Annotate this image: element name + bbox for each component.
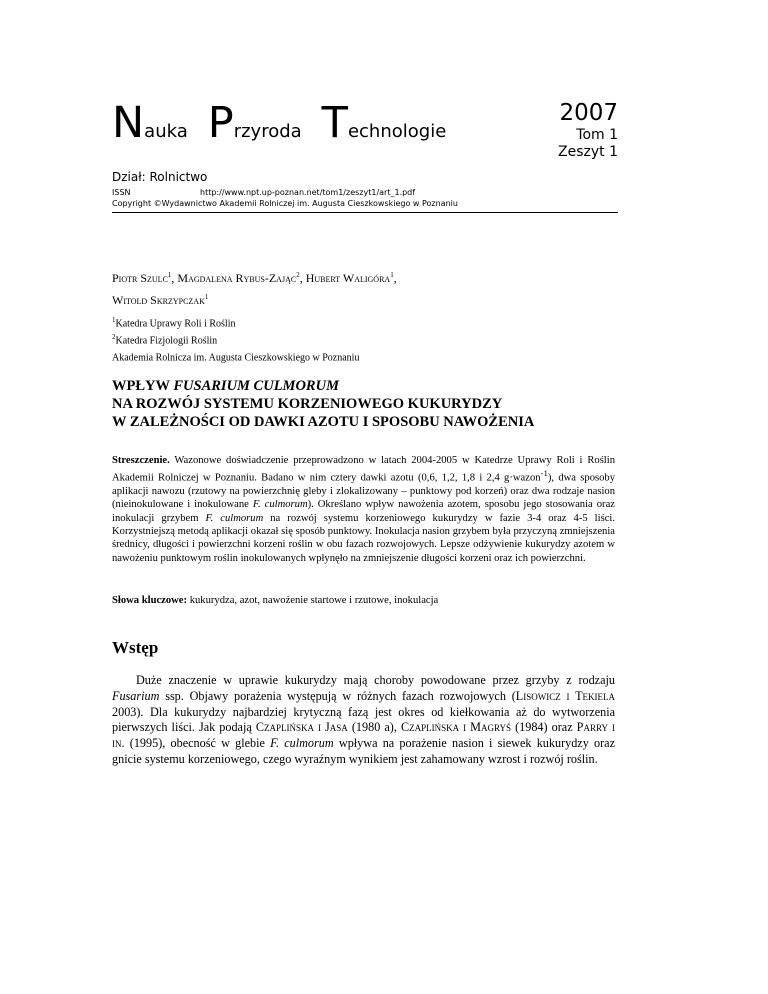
affiliation: Akademia Rolnicza im. Augusta Cieszkowskiego w Poznaniu [112, 351, 360, 363]
affiliation: $^2$Katedra Fizjologii Roślin [112, 332, 218, 347]
issue-info [558, 100, 618, 161]
issn: ISSN [112, 188, 131, 197]
section-label: Dział: Rolnictwo [112, 170, 208, 184]
author: Witold Skrzypczak$^1$ [112, 293, 209, 307]
author: Hubert Waligóra$^1$, [305, 271, 397, 285]
intro-paragraph: Duże znaczenie w uprawie kukurydzy mają choroby powodowane przez grzyby z rodzaju Fusarium ssp. Objawy porażenia występują w różnych fazach rozwojowych (Lisowicz i Tekiela 2003). Dla kukurydzy najbardziej krytyczną fazą jest okres od kiełkowania aż do wytworzenia pierwszych liści. Jak podają Czaplińska i Jasa (1980 a), Czaplińska i Magryś (1984) oraz Parry i in. (1995), obecność w glebie F. culmorum wpływa na porażenie nasion i siewek kukurydzy oraz gnicie systemu korzeniowego, czego wyraźnym wynikiem jest zahamowany wzrost i rozwój roślin. [112, 673, 616, 766]
citation: Parry i in. [112, 720, 616, 751]
abstract-label: Streszczenie. [112, 455, 170, 466]
keywords-label: Słowa kluczowe: [112, 595, 188, 606]
affiliations [112, 314, 359, 364]
article-title: WPŁYW FUSARIUM CULMORUM NA ROZWÓJ SYSTEMU KORZENIOWEGO KUKURYDZY W ZALEŻNOŚCI OD DAWKI AZOTU I SPOSOBU NAWOŻENIA [112, 378, 535, 430]
publication-meta [112, 187, 618, 209]
header-divider [112, 212, 618, 213]
citation: Czaplińska i Jasa [255, 720, 348, 735]
issue: Zeszyt 1 [558, 144, 618, 160]
author: Piotr Szulc$^1$, [112, 271, 178, 285]
year: 2007 [559, 100, 618, 126]
copyright: Copyright ©Wydawnictwo Akademii Rolniczej im. Augusta Cieszkowskiego w Poznaniu [112, 199, 458, 208]
section-heading-intro: Wstęp [112, 638, 159, 657]
author: Magdalena Rybus-Zając$^2$, [177, 271, 306, 285]
keywords: Słowa kluczowe: kukurydza, azot, nawożenie startowe i rzutowe, inokulacja [112, 595, 439, 606]
journal-title: Nauka Przyroda Technologie [112, 98, 447, 148]
citation: Lisowicz i Tekiela [515, 688, 615, 703]
affiliation: $^1$Katedra Uprawy Roli i Roślin [112, 316, 236, 330]
citation: Czaplińska i Magryś [400, 720, 512, 735]
abstract: Streszczenie. Wazonowe doświadczenie przeprowadzono w latach 2004-2005 w Katedrze Uprawy Roli i Roślin Akademii Rolniczej w Poznaniu. Badano w nim cztery dawki azotu (0,6, 1,2, 1,8 i 2,4 g·wazon$^{-1}$), dwa sposoby aplikacji nawozu (rzutowy na powierzchnię gleby i zlokalizowany – punktowy pod korzeń) oraz dwa rodzaje nasion (nieinokulowane i inokulowane F. culmorum). Określano wpływ nawożenia azotem, sposobu jego stosowania oraz inokulacji grzybem F. culmorum na rozwój systemu korzeniowego kukurydzy w fazie 3-4 oraz 4-5 liści. Korzystniejszą metodą aplikacji okazał się sposób punktowy. Inokulacja nasion grzybem była przyczyną zmniejszenia średnicy, długości i powierzchni korzeni roślin w obu fazach rozwojowych. Lepsze odżywienie kukurydzy azotem w nawożeniu punktowym roślin inokulowanych wpłynęło na zmniejszenie długości korzeni oraz ich powierzchni. [112, 455, 615, 564]
journal-masthead [112, 100, 618, 166]
article-url[interactable]: http://www.npt.up-poznan.net/tom1/zeszyt1/art_1.pdf [200, 188, 416, 197]
volume: Tom 1 [576, 127, 618, 143]
author-list [112, 266, 612, 310]
